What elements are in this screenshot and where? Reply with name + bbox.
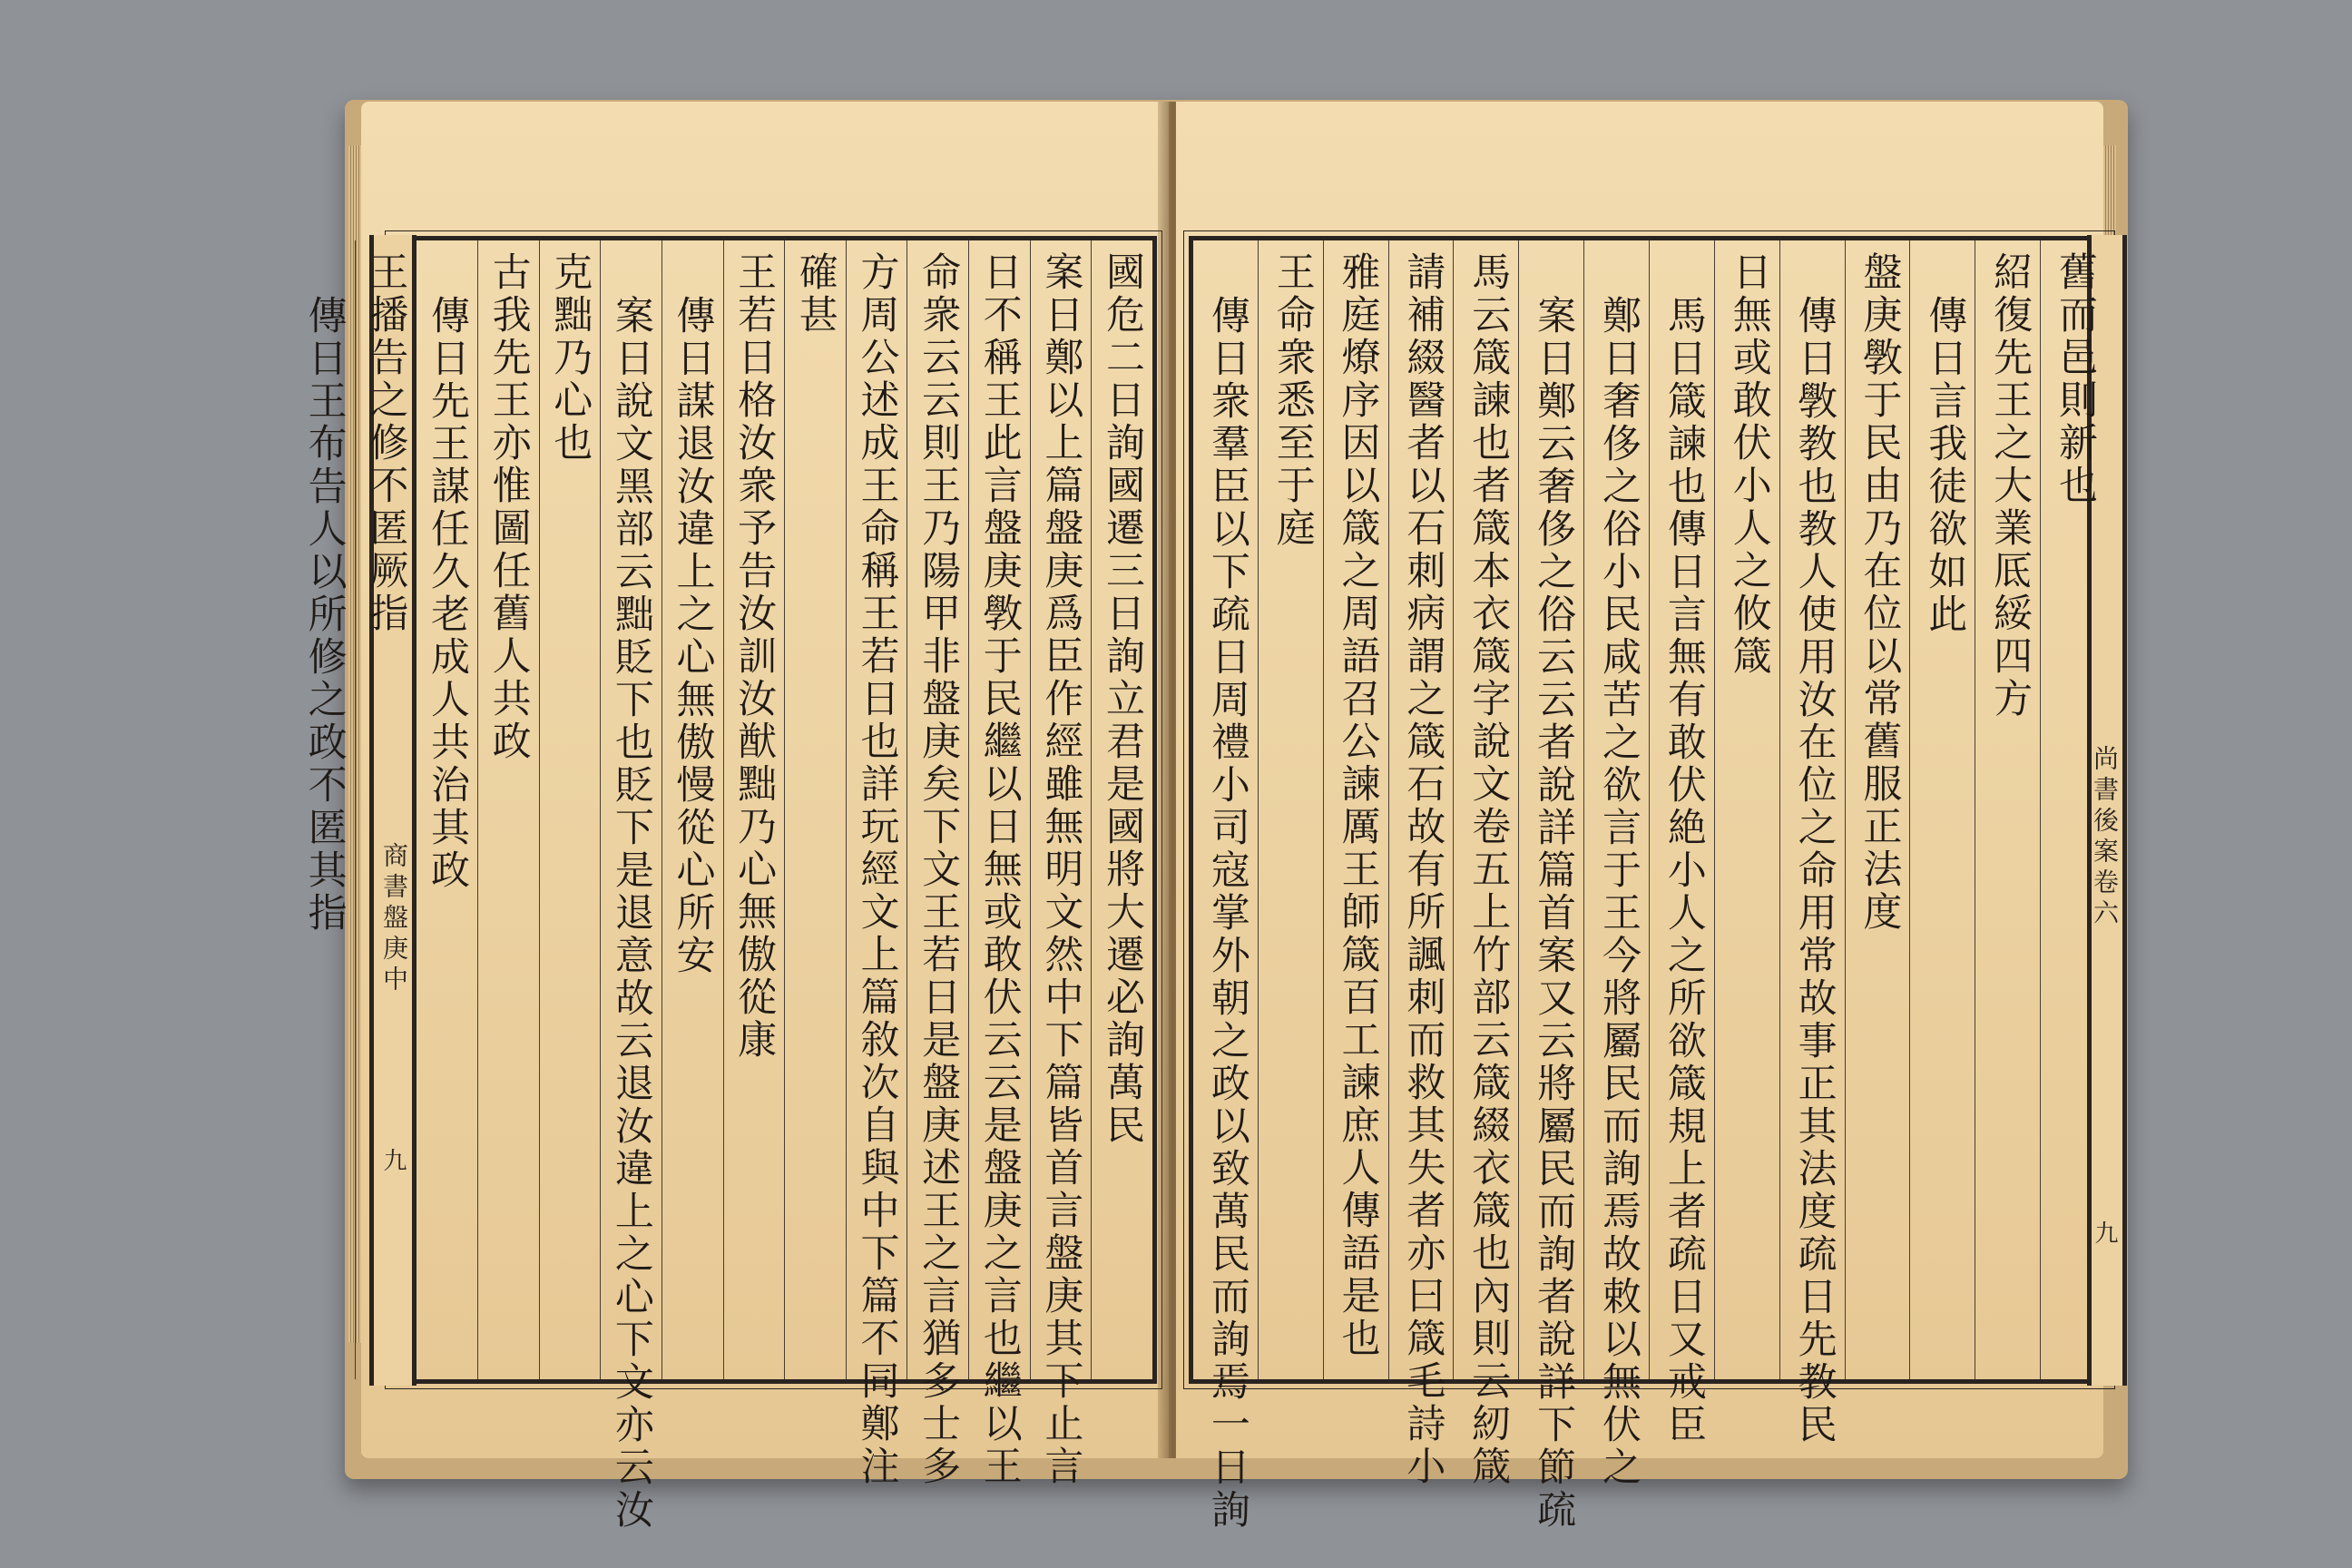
right-page [1176,102,2120,1532]
text-column: 王命衆悉至于庭 [1258,240,1323,1379]
right-center-label: 尚書後案卷六 [2087,235,2127,1386]
text-column: 雅庭燎序因以箴之周語召公諫厲王師箴百工諫庶人傳語是也 [1323,240,1388,1379]
text-column: 傳日謀退汝違上之心無傲慢從心所安 [662,240,723,1379]
text-column: 馬日箴諫也傳日言無有敢伏絶小人之所欲箴規上者疏日又戒臣 [1649,240,1714,1379]
text-column: 確甚 [784,240,846,1379]
text-column: 王若日格汝衆予告汝訓汝猷黜乃心無傲從康 [723,240,785,1379]
text-column: 傳日先王謀任久老成人共治其政 [416,240,477,1379]
text-column: 日無或敢伏小人之攸箴 [1714,240,1779,1379]
text-column: 傳日衆羣臣以下疏日周禮小司寇掌外朝之政以致萬民而詢焉一日詢 [1204,295,1250,1532]
text-column: 傳日言我徒欲如此 [1909,240,1975,1379]
right-columns [1193,240,2105,1532]
text-column: 請補綴醫者以石刺病謂之箴石故有所諷刺而救其失者亦曰箴毛詩小 [1388,240,1454,1379]
text-column: 盤庚斆于民由乃在位以常舊服正法度 [1845,240,1910,1379]
text-column: 方周公述成王命稱王若日也詳玩經文上篇敘次自與中下篇不同鄭注 [846,240,907,1379]
text-column: 古我先王亦惟圖任舊人共政 [477,240,539,1379]
text-column: 命衆云云則王乃陽甲非盤庚矣下文王若日是盤庚述王之言猶多士多 [906,240,968,1379]
text-column: 案日鄭云奢侈之俗云云者說詳篇首案又云將屬民而詢者說詳下節疏 [1518,240,1583,1379]
text-column: 王播告之修不匿厥指 [355,240,416,1379]
left-page [301,102,1169,1532]
text-column: 案日說文黑部云黜貶下也貶下是退意故云退汝違上之心下文亦云汝 [600,240,662,1379]
text-column: 日不稱王此言盤庚斆于民繼以日無或敢伏云云是盤庚之言也繼以王 [968,240,1030,1379]
text-column: 馬云箴諫也者箴本衣箴字說文卷五上竹部云箴綴衣箴也內則云紉箴 [1453,240,1518,1379]
text-column: 傳日王布告人以所修之政不匿其指 [301,295,348,935]
text-column: 傳日斆教也教人使用汝在位之命用常故事正其法度疏日先教民 [1779,240,1845,1379]
left-folio: 九 [379,1148,407,1171]
right-text-frame [1189,236,2120,1532]
left-text-frame [301,236,1157,1532]
text-column: 國危二日詢國遷三日詢立君是國將大遷必詢萬民 [1091,240,1152,1379]
text-column: 鄭日奢侈之俗小民咸苦之欲言于王今將屬民而詢焉故敕以無伏之 [1583,240,1649,1379]
text-column: 案日鄭以上篇盤庚爲臣作經雖無明文然中下篇皆首言盤庚其下止言 [1030,240,1092,1379]
left-center-label: 商書盤庚中 [369,235,416,1386]
right-folio: 九 [2091,1220,2118,1244]
text-column: 舊而邑則新也 [2040,240,2105,1379]
text-column: 紹復先王之大業厎綏四方 [1975,240,2040,1379]
text-column: 克黜乃心也 [539,240,601,1379]
